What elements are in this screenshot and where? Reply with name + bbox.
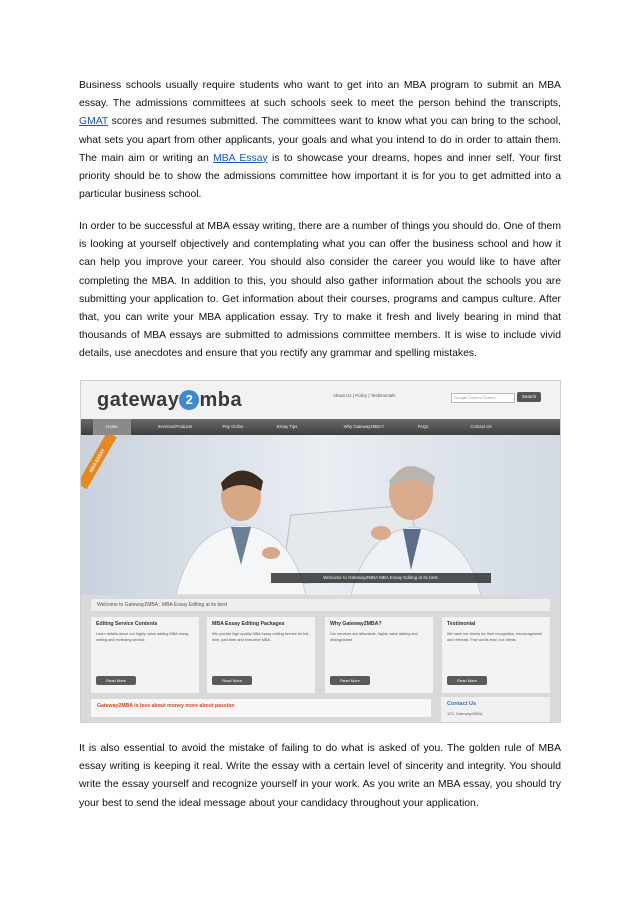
info-column-title: Why Gateway2MBA?	[330, 621, 382, 627]
info-column	[442, 617, 550, 693]
gmat-link[interactable]: GMAT	[79, 116, 109, 128]
site-logo	[97, 389, 242, 412]
logo-text-left: gateway	[97, 389, 180, 411]
site-nav-item: Pay Online	[222, 424, 244, 429]
paragraph-success-tips: In order to be successful at MBA essay writing, there are a number of things you should do. One of them is looking at yourself objectively and contemplating what you can offer the business school and how it can help you improve your career. You should also consider the career you would like to have after completing the MBA. In addition to this, you should also gather information about the schools you are submitting your application to. Get information about their courses, programs and campus culture. After that, you can write your MBA application essay. Try to make it fresh and lively bearing in mind that thousands of MBA essays are submitted to admissions committee members. It is wise to include vivid details, use anecdotes and ensure that you rectify any grammar and spelling mistakes.	[79, 221, 561, 360]
hero-banner	[81, 435, 560, 595]
site-tagline: Gateway2MBA is less about money more about passion	[91, 699, 431, 717]
hero-photo	[81, 435, 560, 595]
info-column-title: MBA Essay Editing Packages	[212, 621, 285, 627]
read-more-button: Read More	[447, 676, 487, 685]
logo-circle: 2	[179, 390, 199, 410]
site-nav-bar	[81, 419, 560, 435]
paragraph-golden-rule: It is also essential to avoid the mistake of failing to do what is asked of you. The golden rule of MBA essay writing is keeping it real. Write the essay with a certain level of sincerity and integrity. You should write the essay yourself and recognize yourself in your work. As you write an MBA essay, you should try your best to send the ideal message about your candidacy throughout your application.	[79, 743, 561, 809]
info-column-title: Testimonial	[447, 621, 476, 627]
site-nav-item: Home	[93, 419, 131, 435]
info-column	[207, 617, 315, 693]
info-column-text: Our services are affordable, highly value adding and distinguished.	[330, 632, 418, 642]
info-column	[91, 617, 199, 693]
site-nav-item: Services/Products	[157, 424, 193, 429]
welcome-bar: Welcome to Gateway2MBA : MBA Essay Editing at its best	[91, 599, 550, 611]
site-nav-item: Contact Us	[470, 424, 492, 429]
site-top-links: About Us | Policy | Testimonials	[333, 393, 396, 398]
site-nav-item: Why Gateway2MBA?	[343, 424, 385, 429]
contact-title: Contact Us	[447, 701, 477, 707]
info-column-text: We have our clients for their recognition, encouragement and referrals. Few words from our clients.	[447, 632, 543, 642]
site-header	[81, 381, 560, 419]
paragraph-intro-text-1: Business schools usually require students who want to get into an MBA program to submit an MBA essay. The admissions committees at such schools seek to meet the person behind the transcripts,	[79, 80, 561, 110]
read-more-button: Read More	[330, 676, 370, 685]
info-column-text: We provide high quality MBA essay editing service for full-time, part-time and executive MBA.	[212, 632, 310, 642]
info-column-text: Learn details about our highly value adding MBA essay writing and reviewing service.	[96, 632, 189, 642]
logo-text-right: mba	[199, 389, 243, 411]
site-nav-item: FAQs	[417, 424, 429, 429]
website-screenshot-image	[81, 381, 560, 722]
mba-essay-link[interactable]: MBA Essay	[213, 152, 268, 164]
carousel-dots	[341, 591, 381, 595]
read-more-button: Read More	[96, 676, 136, 685]
paragraph-intro-text-2: scores and resumes submitted. The committees want to know what you can bring to the school, what sets you apart from other applicants, your goals and what you intend to do in order to attain them. The main aim or writing an	[79, 116, 561, 164]
contact-box	[441, 697, 550, 722]
paragraph-intro-text-3: is to showcase your dreams, hopes and inner self. Your first priority should be to show the admissions committee how important it is for you to get admitted into a particular business school.	[79, 152, 562, 201]
contact-line: 123, Gateway2MBA	[447, 711, 483, 716]
paragraph-intro	[79, 77, 561, 204]
hero-caption: Welcome to Gateway2MBA MBA Essay Editing at its best.	[271, 573, 491, 583]
info-column-title: Editing Service Contents	[96, 621, 158, 627]
site-search-button: Search	[517, 392, 541, 402]
site-search-input: Google Custom Search	[451, 393, 515, 403]
read-more-button: Read More	[212, 676, 252, 685]
info-column	[325, 617, 433, 693]
site-nav-item: Essay Tips	[276, 424, 298, 429]
hero-ribbon: MBA ESSAY	[81, 435, 117, 489]
